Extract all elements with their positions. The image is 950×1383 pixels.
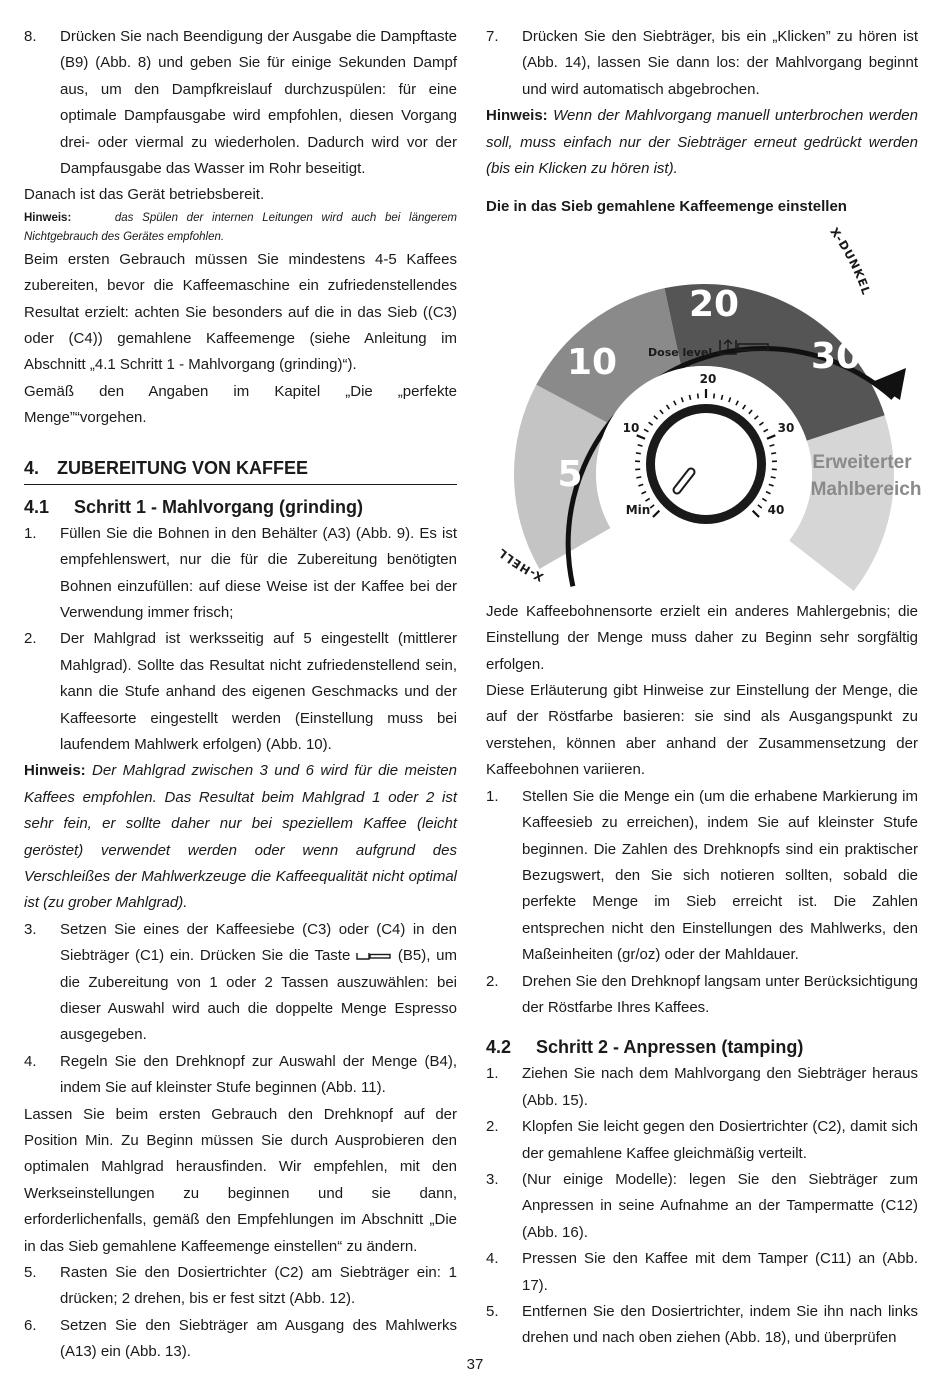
zone-number-30: 30 (810, 336, 862, 377)
item-text: Stellen Sie die Menge ein (um die erhabene Markierung im Kaffeesieb zu erreichen), indem Sie auf kleinster Stufe beginnen. Die Zahlen des Drehknopfs sind ein praktischer Bezugswert, den Sie sich notieren sollten, sobald die perfekte Menge im Sieb erreicht ist. Die Zahlen entsprechen nicht den Einstellungen des Mahlwerks, den Maßeinheiten (gr/oz) oder der Mahldauer. (522, 787, 918, 964)
knob-label-20: 20 (699, 372, 717, 386)
section-title: ZUBEREITUNG VON KAFFEE (57, 457, 309, 478)
zone-number-20: 20 (688, 284, 740, 325)
item-number: 2. (486, 972, 499, 990)
item-text: Rasten Sie den Dosiertrichter (C2) am Siebträger ein: 1 drücken; 2 drehen, bis er fest sitzt (Abb. 12). (60, 1264, 457, 1308)
list-item (486, 784, 918, 969)
list-item (486, 1246, 918, 1299)
item-text: (Nur einige Modelle): legen Sie den Siebträger zum Anpressen in seine Aufnahme an der Tampermatte (C12) (Abb. 16). (522, 1170, 918, 1241)
item-text: Drücken Sie den Siebträger, bis ein „Klicken” zu hören ist (Abb. 14), lassen Sie dann los: der Mahlvorgang beginnt und wird automatisch abgebrochen. (522, 28, 918, 98)
left-column (24, 24, 457, 1366)
item-number: 1. (24, 524, 37, 542)
note-rinse (24, 209, 457, 247)
item-number: 5. (486, 1303, 499, 1320)
subsection-heading-4-1 (24, 495, 457, 519)
extended-range-label-1: Erweiterter (812, 452, 912, 473)
item-number: 1. (486, 1065, 499, 1083)
list-item (486, 24, 918, 103)
item-text: Ziehen Sie nach dem Mahlvorgang den Siebträger heraus (Abb. 15). (522, 1065, 918, 1109)
note-label: Hinweis: (486, 107, 548, 125)
follow-text: Gemäß den Angaben im Kapitel „Die „perfekte Menge”“vorgehen. (24, 382, 457, 427)
subsection-title: Schritt 1 - Mahlvorgang (grinding) (74, 496, 363, 517)
list-item (24, 917, 457, 1049)
knob-tick-mark (636, 477, 641, 478)
knob-tick-mark (636, 453, 641, 454)
item-number: 4. (486, 1250, 499, 1268)
first-use-text: Beim ersten Gebrauch müssen Sie mindestens 4-5 Kaffees zubereiten, bevor die Kaffeemaschine ein zufriedenstellendes Resultat erzielt: achten Sie besonders auf die in das Sieb ((C3) oder (C4)) gemahlene Kaffeemenge (siehe Anleitung im Abschnitt „4.1 Schritt 1 - Mahlvorgang (grinding)“). (24, 250, 457, 374)
list-item (24, 521, 457, 627)
knob-tick-mark (721, 395, 722, 400)
list-item (24, 1260, 457, 1313)
knob-label-40: 40 (767, 503, 785, 517)
item-number: 2. (486, 1118, 499, 1136)
item-number: 2. (24, 630, 37, 648)
section-number: 4. (24, 457, 40, 478)
item-text (60, 917, 457, 1049)
note-label: Hinweis: (24, 762, 86, 780)
list-item (486, 1061, 918, 1114)
item-text: Regeln Sie den Drehknopf zur Auswahl der Menge (B4), indem Sie auf kleinster Stufe beginnen (Abb. 11). (60, 1052, 457, 1097)
list-item (486, 1167, 918, 1246)
note-interrupt (486, 103, 918, 182)
dose-knob-face (655, 413, 757, 515)
item-number: 4. (24, 1052, 37, 1070)
knob-label-min: Min (625, 503, 651, 517)
item-number: 3. (24, 920, 37, 938)
item-text: Pressen Sie den Kaffee mit dem Tamper (C11) an (Abb. 17). (522, 1250, 918, 1294)
zone-number-10: 10 (566, 342, 618, 383)
item-number: 1. (486, 787, 499, 805)
note-label: Hinweis: (24, 211, 72, 224)
item-text: Klopfen Sie leicht gegen den Dosiertrichter (C2), damit sich der gemahlene Kaffee gleichmäßig verteilt. (522, 1118, 918, 1162)
section-heading-4 (24, 456, 457, 485)
page-number: 37 (466, 1356, 484, 1373)
knob-tick-mark (771, 477, 776, 478)
extended-range-label-2: Mahlbereich (810, 479, 922, 500)
item-text: Entfernen Sie den Dosiertrichter, indem Sie ihn nach links drehen und nach oben ziehen (Abb. 18), und überprüfen (522, 1303, 918, 1347)
item-text-part: Setzen Sie eines der Kaffeesiebe (C3) oder (C4) in den Siebträger (C1) ein. Drücken Sie die Taste (60, 920, 457, 965)
item-text: Setzen Sie den Siebträger am Ausgang des Mahlwerks (A13) ein (Abb. 13). (60, 1316, 457, 1361)
knob-tick-mark (714, 393, 715, 398)
knob-tick-mark (698, 393, 699, 398)
note-text: Der Mahlgrad zwischen 3 und 6 wird für die meisten Kaffees empfohlen. Das Resultat beim Mahlgrad 1 oder 2 ist sehr fein, er sollte daher nur bei speziellem Kaffee (leicht geröstet) verwendet werden oder wenn aufgrund des Verschleißes der Mahlwerkzeuge die Kaffeequalität nicht optimal ist (zu grober Mahlgrad). (24, 762, 457, 912)
arc-label-x-dunkel: X-DUNKEL (827, 224, 874, 298)
roast-paragraph: Diese Erläuterung gibt Hinweise zur Einstellung der Menge, die auf der Röstfarbe basieren: sie sind als Ausgangspunkt zu verstehen, können aber anhand der Zusammensetzung der Kaffeebohnen variieren. (486, 682, 918, 779)
subsection-title: Schritt 2 - Anpressen (tamping) (536, 1037, 804, 1058)
list-item (24, 1049, 457, 1102)
knob-label-30: 30 (777, 421, 795, 435)
note-text: Wenn der Mahlvorgang manuell unterbrochen werden soll, muss einfach nur der Siebträger erneut gedrückt werden (bis ein Klicken zu hören ist). (486, 107, 918, 178)
list-item (486, 969, 918, 1022)
note-grind (24, 758, 457, 916)
item-text-part: (B5), um die Zubereitung von 1 oder 2 Tassen auszuwählen: bei dieser Auswahl wird auch die doppelte Menge Espresso ausgegeben. (60, 947, 458, 1044)
svg-text:X-DUNKEL (827, 225, 873, 297)
list-item (24, 24, 457, 182)
item-text: Drehen Sie den Drehknopf langsam unter Berücksichtigung der Röstfarbe Ihres Kaffees. (522, 972, 918, 1016)
subsection-heading-4-2 (486, 1035, 918, 1059)
dose-level-label: Dose level (648, 346, 713, 359)
note-text: das Spülen der internen Leitungen wird auch bei längerem Nichtgebrauch des Gerätes empfohlen. (24, 211, 457, 243)
grind-dose-dial-figure (486, 222, 926, 600)
zone-number-5: 5 (557, 454, 583, 495)
list-item (486, 1114, 918, 1167)
item-text: Füllen Sie die Bohnen in den Behälter (A3) (Abb. 9). Es ist empfehlenswert, nur die für die Zubereitung benötigten Bohnen einzufüllen: auf diese Weise ist der Kaffee bei der Verwendung immer frisch; (60, 524, 457, 621)
list-item (24, 626, 457, 758)
ready-text: Danach ist das Gerät betriebsbereit. (24, 186, 265, 204)
bean-paragraph: Jede Kaffeebohnensorte erzielt ein anderes Mahlergebnis; die Einstellung der Menge muss daher zu Beginn sehr sorgfältig erfolgen. (486, 602, 918, 673)
item-number: 3. (486, 1170, 499, 1188)
item-text: Der Mahlgrad ist werksseitig auf 5 eingestellt (mittlerer Mahlgrad). Sollte das Resultat nicht zufriedenstellend sein, kann die Stufe anhand des eigenen Geschmacks und der Kaffeesorte eingestellt werden (Einstellung muss bei laufendem Mahlwerk erfolgen) (Abb. 10). (60, 630, 457, 753)
item-number: 7. (486, 28, 499, 45)
knob-label-10: 10 (622, 421, 640, 435)
subsection-number: 4.2 (486, 1037, 512, 1058)
portafilter-icon (356, 951, 392, 961)
arc-label-x-hell: X-HELL (494, 545, 546, 585)
knob-tick-mark (771, 453, 776, 454)
knob-tick-mark (689, 395, 690, 400)
list-item (486, 1299, 918, 1352)
first-use-knob-text: Lassen Sie beim ersten Gebrauch den Drehknopf auf der Position Min. Zu Beginn müssen Sie durch Ausprobieren den optimalen Mahlgrad herausfinden. Wir empfehlen, mit den Werkseinstellungen zu beginnen und sie dann, erforderlichenfalls, gemäß den Empfehlungen im Abschnitt „Die in das Sieb gemahlene Kaffeemenge einstellen“ zu ändern. (24, 1105, 457, 1255)
item-number: 8. (24, 28, 37, 45)
figure-caption: Die in das Sieb gemahlene Kaffeemenge einstellen (486, 198, 847, 216)
item-number: 5. (24, 1264, 37, 1282)
subsection-number: 4.1 (24, 496, 50, 517)
item-text: Drücken Sie nach Beendigung der Ausgabe die Dampftaste (B9) (Abb. 8) und geben Sie für einige Sekunden Dampf aus, um den Dampfkreislauf durchzuspülen: für eine optimale Dampfausgabe wird empfohlen, diesen Vorgang drei- oder viermal zu wiederholen. Dadurch wird vor der Dampfausgabe das Wasser im Rohr beseitigt. (60, 28, 457, 178)
item-number: 6. (24, 1316, 37, 1334)
